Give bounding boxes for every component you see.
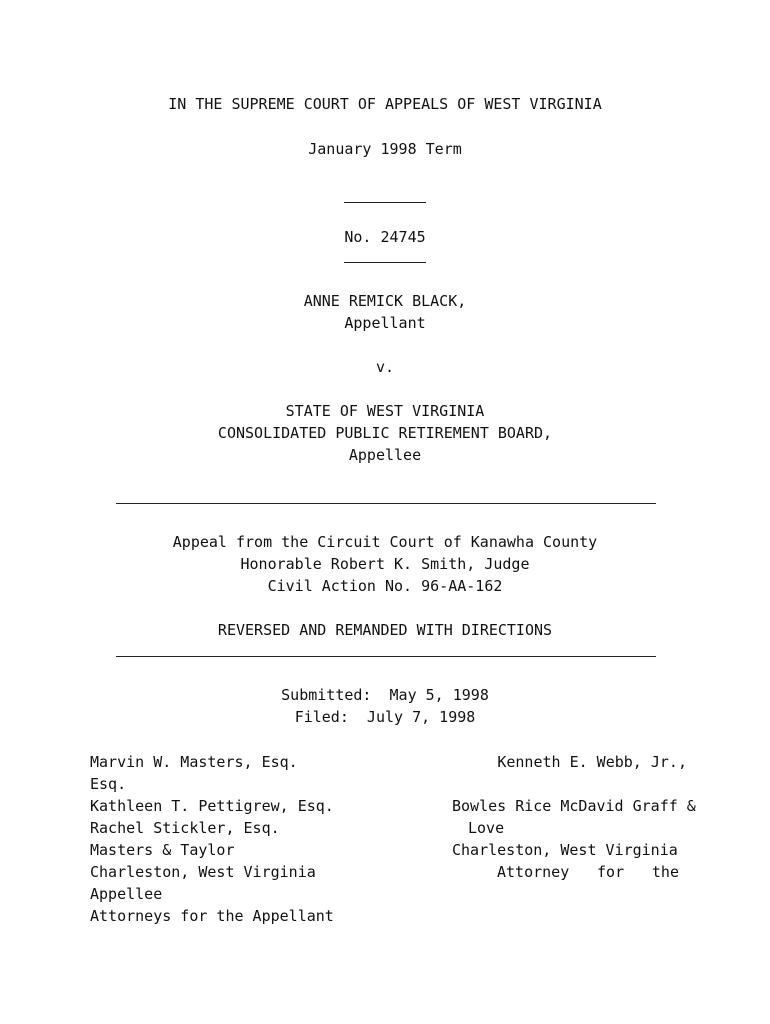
appeal-line-3: Civil Action No. 96-AA-162 bbox=[267, 577, 503, 595]
counsel-left-line: Charleston, West Virginia bbox=[90, 863, 316, 881]
divider bbox=[344, 202, 426, 203]
appellee-line-2: CONSOLIDATED PUBLIC RETIREMENT BOARD, bbox=[217, 424, 553, 442]
counsel-left-line: Appellee bbox=[90, 885, 163, 903]
appellee-role: Appellee bbox=[348, 446, 422, 464]
counsel-right-word: Attorney bbox=[497, 863, 570, 881]
counsel-left-line: Masters & Taylor bbox=[90, 841, 235, 859]
appeal-line-1: Appeal from the Circuit Court of Kanawha County bbox=[172, 533, 598, 551]
counsel-left-line: Rachel Stickler, Esq. bbox=[90, 819, 280, 837]
section-rule bbox=[116, 503, 656, 504]
counsel-right-word: the bbox=[651, 863, 679, 881]
counsel-left-line: Kathleen T. Pettigrew, Esq. bbox=[90, 797, 334, 815]
counsel-left-line: Esq. bbox=[90, 775, 127, 793]
versus: v. bbox=[375, 358, 395, 376]
section-rule bbox=[116, 656, 656, 657]
case-number: No. 24745 bbox=[344, 228, 426, 246]
court-name: IN THE SUPREME COURT OF APPEALS OF WEST VIRGINIA bbox=[168, 95, 602, 113]
counsel-left-line: Attorneys for the Appellant bbox=[90, 907, 334, 925]
appeal-line-2: Honorable Robert K. Smith, Judge bbox=[240, 555, 530, 573]
disposition: REVERSED AND REMANDED WITH DIRECTIONS bbox=[217, 621, 553, 639]
appellee-line-1: STATE OF WEST VIRGINIA bbox=[285, 402, 485, 420]
submitted-date: Submitted: May 5, 1998 bbox=[281, 686, 489, 704]
appellant-name: ANNE REMICK BLACK, bbox=[303, 292, 467, 310]
counsel-left-line: Marvin W. Masters, Esq. bbox=[90, 753, 298, 771]
divider bbox=[344, 262, 426, 263]
counsel-right-line: Bowles Rice McDavid Graff & bbox=[452, 797, 696, 815]
counsel-right-line: Charleston, West Virginia bbox=[452, 841, 678, 859]
counsel-right-word: for bbox=[597, 863, 625, 881]
appellant-role: Appellant bbox=[344, 314, 426, 332]
counsel-right-line: Kenneth E. Webb, Jr., bbox=[497, 753, 687, 771]
term: January 1998 Term bbox=[308, 140, 462, 158]
counsel-right-line: Love bbox=[468, 819, 505, 837]
filed-date: Filed: July 7, 1998 bbox=[294, 708, 476, 726]
counsel-right-justified-line bbox=[497, 863, 679, 881]
